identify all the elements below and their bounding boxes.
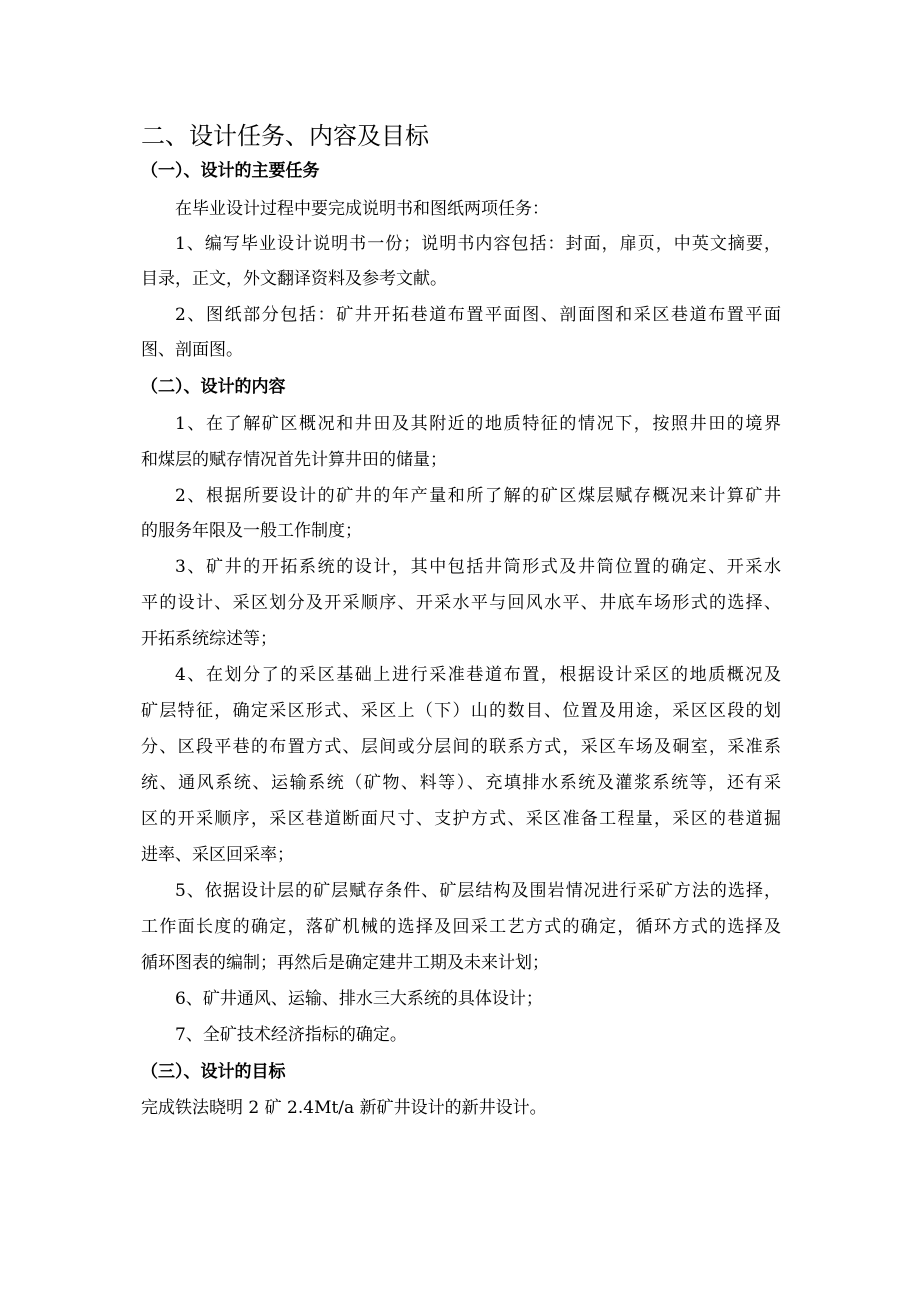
paragraph-line: 循环图表的编制；再然后是确定建井工期及未来计划；: [141, 953, 549, 973]
paragraph-line: 分、区段平巷的布置方式、层间或分层间的联系方式，采区车场及硐室，采准系: [141, 737, 781, 757]
paragraph-line: 3、矿井的开拓系统的设计，其中包括井筒形式及井筒位置的确定、开采水: [175, 557, 781, 577]
paragraph-line: 目录，正文，外文翻译资料及参考文献。: [141, 269, 447, 289]
paragraph-line: 1、编写毕业设计说明书一份；说明书内容包括：封面，扉页，中英文摘要，: [175, 234, 781, 254]
paragraph-line: 工作面长度的确定，落矿机械的选择及回采工艺方式的确定，循环方式的选择及: [141, 917, 781, 937]
paragraph-line: 5、依据设计层的矿层赋存条件、矿层结构及围岩情况进行采矿方法的选择，: [175, 881, 781, 901]
paragraph-line: 完成铁法晓明 2 矿 2.4Mt/a 新矿井设计的新井设计。: [141, 1098, 547, 1118]
paragraph-line: 2、图纸部分包括：矿井开拓巷道布置平面图、剖面图和采区巷道布置平面: [175, 305, 781, 325]
paragraph-line: 2、根据所要设计的矿井的年产量和所了解的矿区煤层赋存概况来计算矿井: [175, 486, 781, 506]
paragraph-line: 的服务年限及一般工作制度；: [141, 521, 362, 541]
paragraph-line: 在毕业设计过程中要完成说明书和图纸两项任务：: [175, 199, 549, 219]
paragraph-line: 进率、采区回采率；: [141, 845, 294, 865]
paragraph-line: 平的设计、采区划分及开采顺序、开采水平与回风水平、井底车场形式的选择、: [141, 593, 781, 613]
section-heading-tasks: （一）、设计的主要任务: [141, 161, 320, 181]
page-title: 二、设计任务、内容及目标: [141, 122, 429, 150]
section-heading-goal: （三）、设计的目标: [141, 1062, 286, 1082]
paragraph-line: 区的开采顺序，采区巷道断面尺寸、支护方式、采区准备工程量，采区的巷道掘: [141, 809, 781, 829]
paragraph-line: 1、在了解矿区概况和井田及其附近的地质特征的情况下，按照井田的境界: [175, 414, 781, 434]
paragraph-line: 4、在划分了的采区基础上进行采准巷道布置，根据设计采区的地质概况及: [175, 665, 781, 685]
paragraph-line: 图、剖面图。: [141, 340, 243, 360]
paragraph-line: 6、矿井通风、运输、排水三大系统的具体设计；: [175, 989, 543, 1009]
paragraph-line: 开拓系统综述等；: [141, 629, 277, 649]
paragraph-line: 7、全矿技术经济指标的确定。: [175, 1025, 407, 1045]
paragraph-line: 统、通风系统、运输系统（矿物、料等）、充填排水系统及灌浆系统等，还有采: [141, 773, 781, 793]
paragraph-line: 矿层特征，确定采区形式、采区上（下）山的数目、位置及用途，采区区段的划: [141, 701, 781, 721]
section-heading-content: （二）、设计的内容: [141, 377, 286, 397]
paragraph-line: 和煤层的赋存情况首先计算井田的储量；: [141, 450, 447, 470]
